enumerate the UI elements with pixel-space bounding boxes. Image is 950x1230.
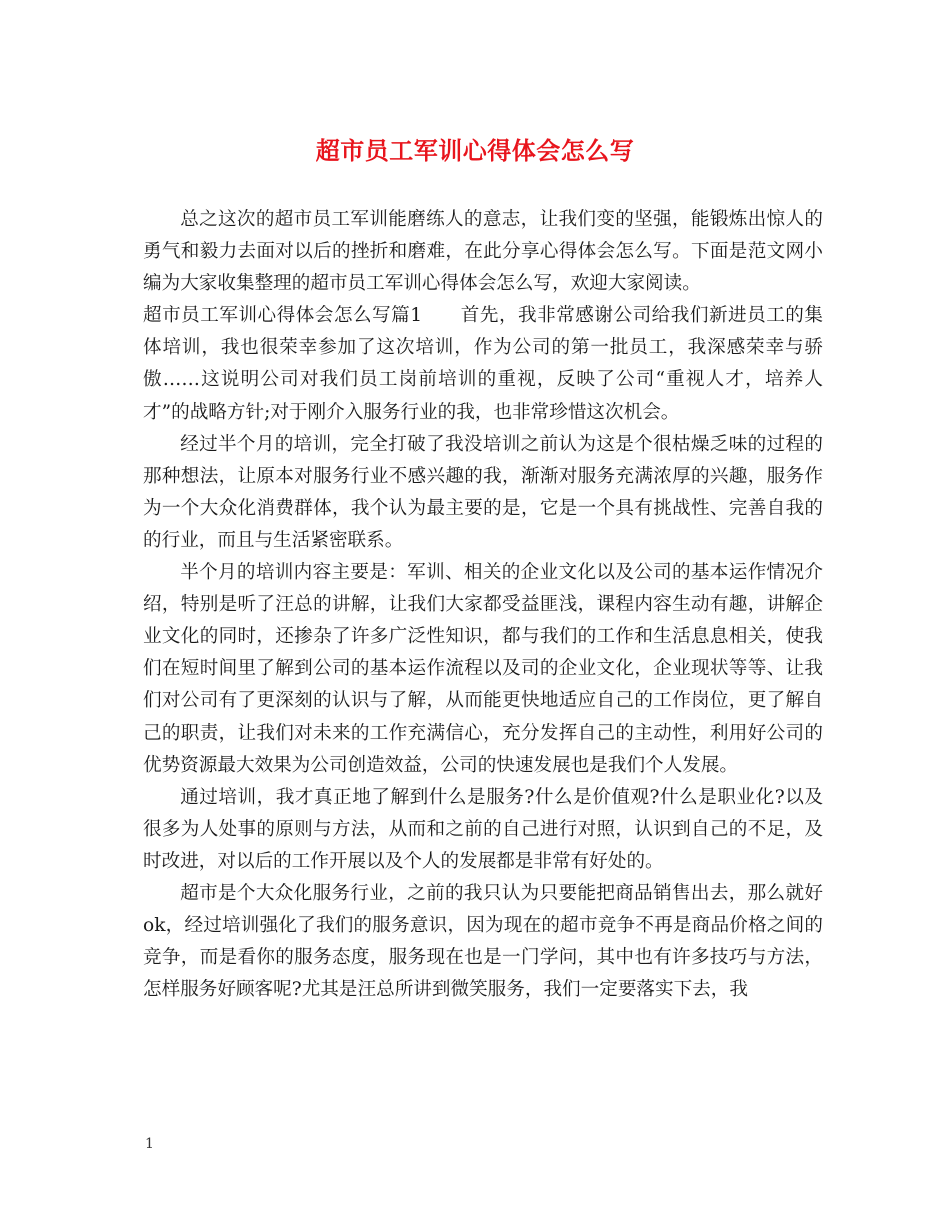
document-title: 超市员工军训心得体会怎么写 (315, 136, 635, 165)
paragraph-supermarket-service: 超市是个大众化服务行业，之前的我只认为只要能把商品销售出去，那么就好ok，经过培训强化了我们的服务意识，因为现在的超市竞争不再是商品价格之间的竞争，而是看你的服务态度，服务现在也是一门学问，其中也有许多技巧与方法，怎样服务好顾客呢?尤其是汪总所讲到微笑服务，我们一定要落实下去，我 (143, 882, 823, 1001)
paragraph-training-understanding: 通过培训，我才真正地了解到什么是服务?什么是价值观?什么是职业化?以及很多为人处事的原则与方法，从而和之前的自己进行对照，认识到自己的不足，及时改进，对以后的工作开展以及个人的发展都是非常有好处的。 (143, 786, 823, 872)
paragraph-training-impression: 经过半个月的培训，完全打破了我没培训之前认为这是个很枯燥乏味的过程的那种想法，让原本对服务行业不感兴趣的我，渐渐对服务充满浓厚的兴趣，服务作为一个大众化消费群体，我个认为最主要的是，它是一个具有挑战性、完善自我的的行业，而且与生活紧密联系。 (143, 433, 823, 551)
document-body (143, 204, 823, 1006)
paragraph-training-content: 半个月的培训内容主要是：军训、相关的企业文化以及公司的基本运作情况介绍，特别是听了汪总的讲解，让我们大家都受益匪浅，课程内容生动有趣，讲解企业文化的同时，还掺杂了许多广泛性知识，都与我们的工作和生活息息相关，使我们在短时间里了解到公司的基本运作流程以及司的企业文化，企业现状等等、让我们对公司有了更深刻的认识与了解，从而能更快地适应自己的工作岗位，更了解自己的职责，让我们对未来的工作充满信心，充分发挥自己的主动性，利用好公司的优势资源最大效果为公司创造效益，公司的快速发展也是我们个人发展。 (143, 562, 823, 776)
paragraph-section-1-opening: 超市员工军训心得体会怎么写篇1 首先，我非常感谢公司给我们新进员工的集体培训，我也很荣幸参加了这次培训，作为公司的第一批员工，我深感荣幸与骄傲……这说明公司对我们员工岗前培训的重视，反映了公司“重视人才，培养人才”的战略方针;对于刚介入服务行业的我，也非常珍惜这次机会。 (143, 305, 823, 423)
page-number: 1 (145, 1136, 154, 1152)
paragraph-intro: 总之这次的超市员工军训能磨练人的意志，让我们变的坚强，能锻炼出惊人的勇气和毅力去面对以后的挫折和磨难，在此分享心得体会怎么写。下面是范文网小编为大家收集整理的超市员工军训心得体会怎么写，欢迎大家阅读。 (143, 209, 823, 295)
